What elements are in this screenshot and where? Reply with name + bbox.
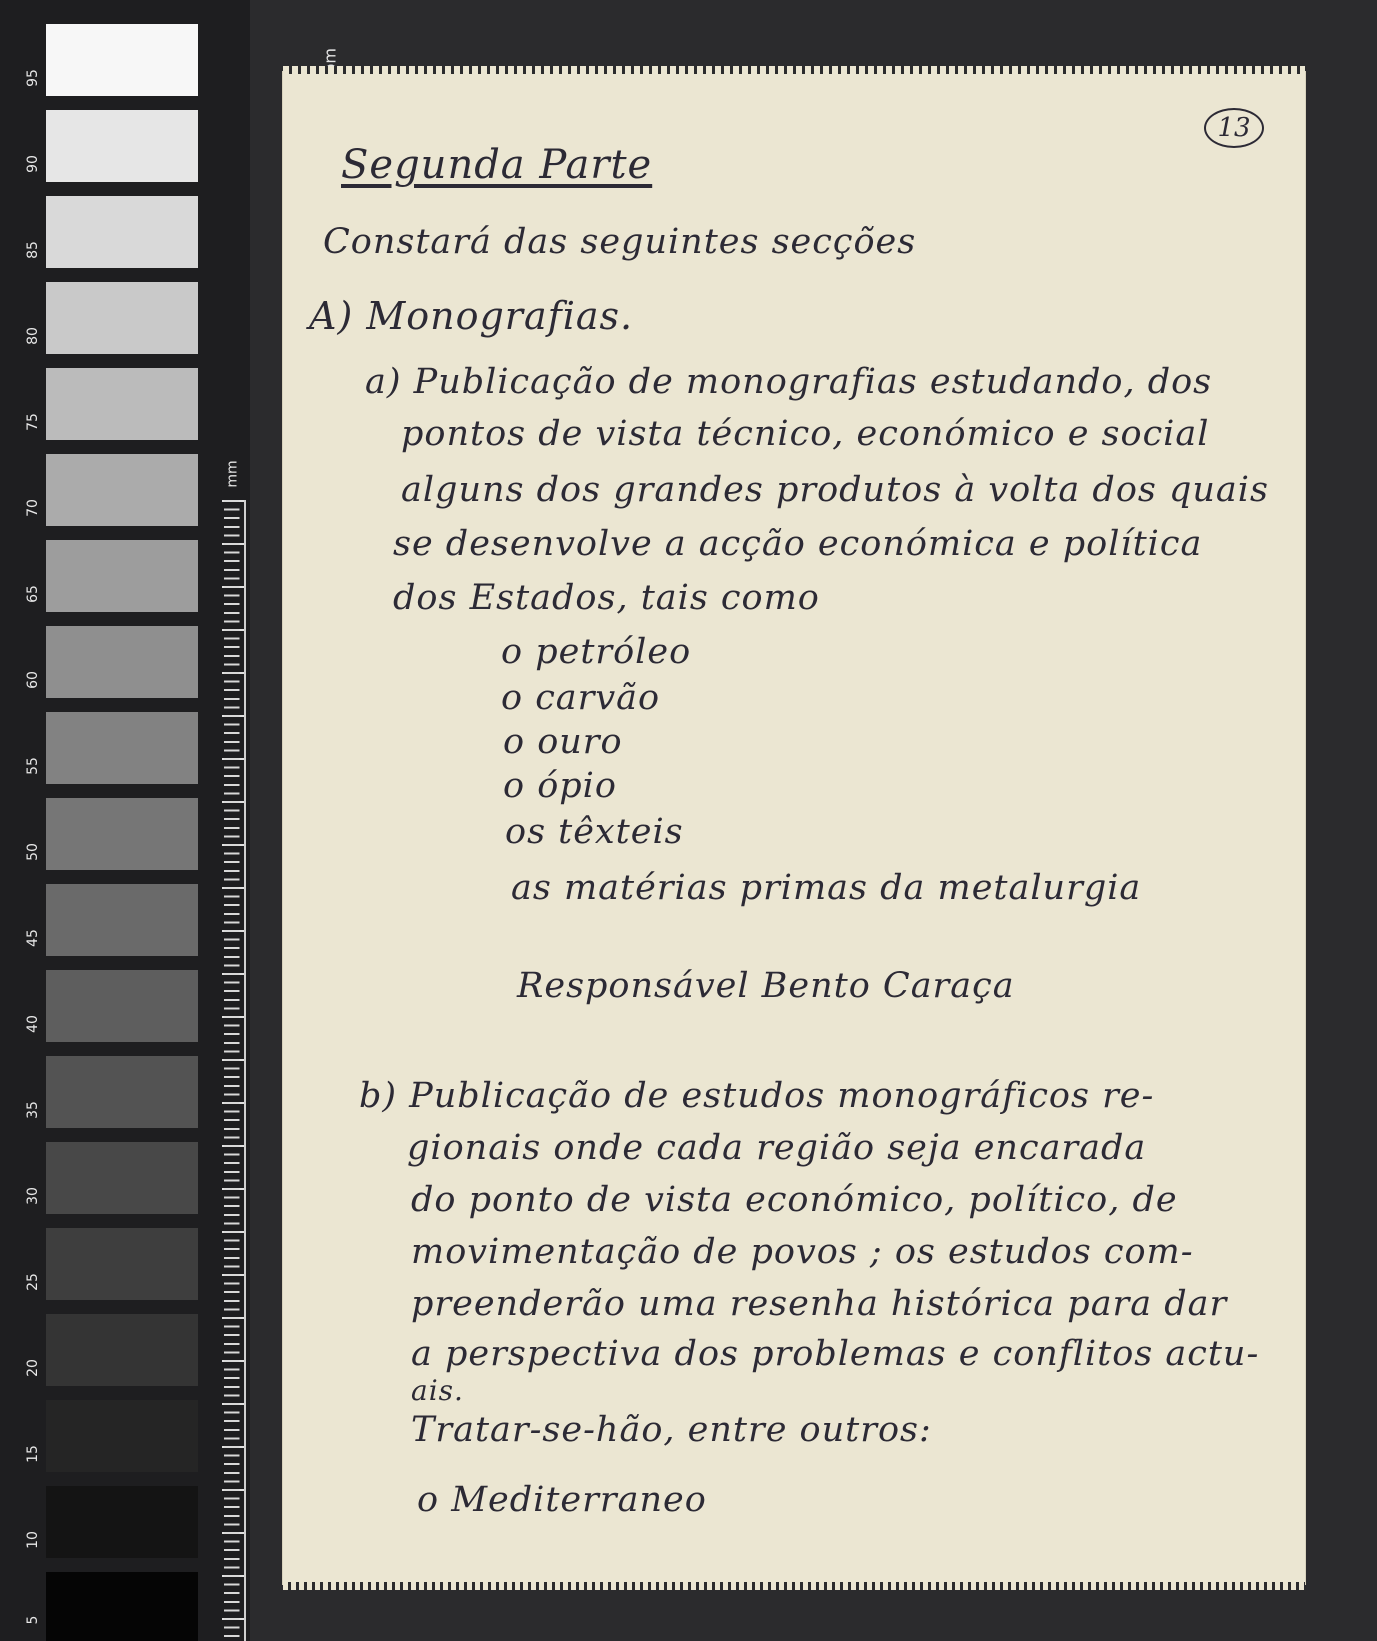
scale-number: 40: [25, 1015, 41, 1033]
text-line: preenderão uma resenha histórica para dar: [411, 1284, 1228, 1324]
list-item: os têxteis: [505, 812, 684, 852]
gray-patch: [46, 1314, 198, 1386]
scale-number: 25: [25, 1273, 41, 1291]
manuscript-page: [283, 72, 1305, 1584]
list-item: o petróleo: [501, 632, 692, 672]
ruler-edge: [244, 500, 246, 1641]
gray-patch: [46, 1228, 198, 1300]
unit-label: mm: [224, 460, 241, 488]
scale-number: 90: [25, 155, 41, 173]
gray-patch: [46, 454, 198, 526]
gray-patch: [46, 798, 198, 870]
scale-number: 70: [25, 499, 41, 517]
scale-number: 60: [25, 671, 41, 689]
list-item: o Mediterraneo: [417, 1480, 707, 1520]
gray-patch: [46, 970, 198, 1042]
text-line: pontos de vista técnico, económico e social: [401, 414, 1210, 454]
gray-patch: [46, 24, 198, 96]
scale-number: 15: [25, 1445, 41, 1463]
page-number: 13: [1204, 108, 1264, 148]
gray-patch: [46, 1400, 198, 1472]
text-line: a) Publicação de monografias estudando, dos: [365, 362, 1213, 402]
text-line: a perspectiva dos problemas e conflitos actu-: [411, 1334, 1260, 1374]
gray-patch: [46, 1142, 198, 1214]
scale-number: 95: [25, 69, 41, 87]
scale-number: 10: [25, 1531, 41, 1549]
subsection-heading: A) Monografias.: [309, 294, 634, 338]
text-line: movimentação de povos ; os estudos com-: [411, 1232, 1194, 1272]
ruler-minor-ticks: [224, 500, 250, 1641]
list-item: o ópio: [503, 766, 617, 806]
scale-number: 30: [25, 1187, 41, 1205]
text-line: Tratar-se-hão, entre outros:: [411, 1410, 932, 1450]
scale-number: 35: [25, 1101, 41, 1119]
responsible-line: Responsável Bento Caraça: [517, 966, 1015, 1006]
scale-number: 80: [25, 327, 41, 345]
scale-number: 5: [25, 1615, 41, 1625]
list-item: o carvão: [501, 678, 661, 718]
scale-number: 20: [25, 1359, 41, 1377]
gray-patch: [46, 368, 198, 440]
scale-number: 50: [25, 843, 41, 861]
gray-patch: [46, 626, 198, 698]
text-line: alguns dos grandes produtos à volta dos quais: [401, 470, 1269, 510]
section-heading: Segunda Parte: [341, 142, 653, 188]
gray-patch: [46, 110, 198, 182]
text-line: se desenvolve a acção económica e política: [393, 524, 1203, 564]
gray-patch: [46, 712, 198, 784]
scale-number: 85: [25, 241, 41, 259]
scale-number: 55: [25, 757, 41, 775]
gray-patch: [46, 1572, 198, 1641]
calibration-strip: [0, 0, 250, 1641]
gray-patch: [46, 1056, 198, 1128]
text-line: gionais onde cada região seja encarada: [407, 1128, 1147, 1168]
intro-line: Constará das seguintes secções: [323, 222, 917, 262]
gray-patch: [46, 282, 198, 354]
gray-patch: [46, 540, 198, 612]
text-line: dos Estados, tais como: [393, 578, 820, 618]
scale-number: 45: [25, 929, 41, 947]
gray-patch: [46, 1486, 198, 1558]
text-line: b) Publicação de estudos monográficos re-: [359, 1076, 1155, 1116]
scale-number: 65: [25, 585, 41, 603]
text-line: ais.: [411, 1374, 464, 1407]
gray-patch: [46, 196, 198, 268]
list-item: o ouro: [503, 722, 623, 762]
text-line: do ponto de vista económico, político, de: [411, 1180, 1178, 1220]
scale-number: 75: [25, 413, 41, 431]
list-item: as matérias primas da metalurgia: [511, 868, 1142, 908]
gray-patch: [46, 884, 198, 956]
